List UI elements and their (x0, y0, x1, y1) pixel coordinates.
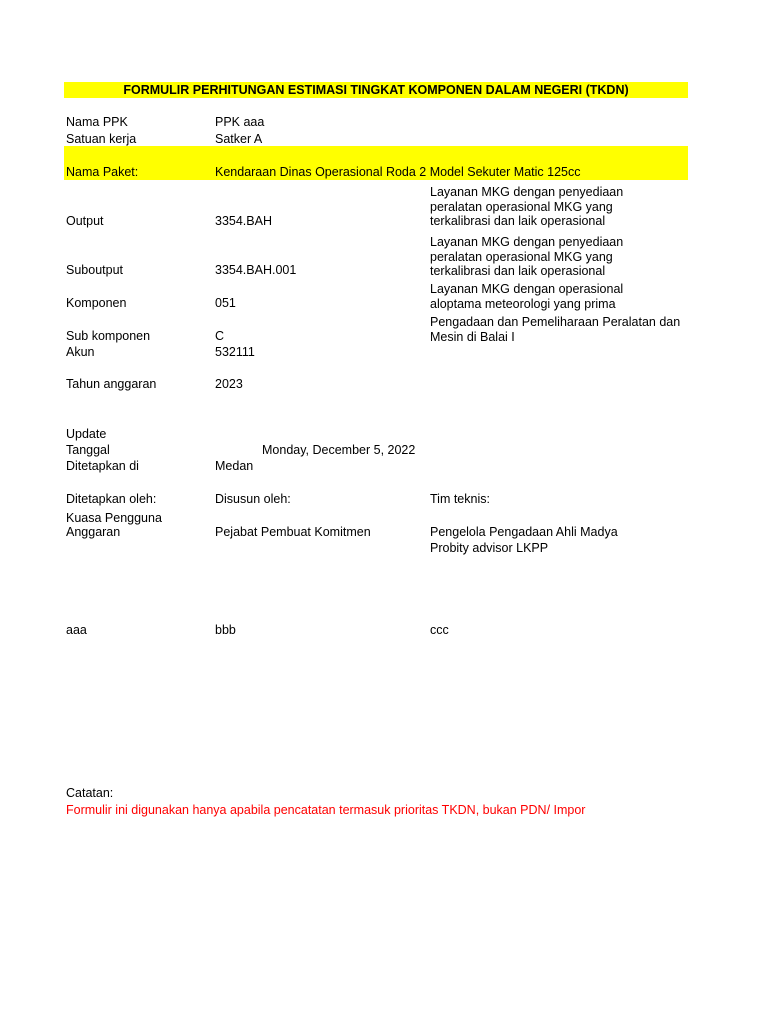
signer-name-col1: aaa (66, 623, 87, 637)
ditetapkan-di-value: Medan (215, 459, 254, 473)
catatan-label: Catatan: (66, 786, 114, 800)
sub-komponen-value: C (215, 329, 225, 343)
output-label: Output (66, 214, 104, 228)
suboutput-desc: Layanan MKG dengan penyediaan peralatan operasional MKG yang terkalibrasi dan laik operasional (430, 235, 624, 278)
disusun-oleh-header: Disusun oleh: (215, 492, 291, 506)
tahun-anggaran-label: Tahun anggaran (66, 377, 157, 391)
kuasa-pengguna-role-line2: Anggaran (66, 525, 121, 539)
akun-value: 532111 (215, 345, 255, 359)
nama-paket-value: Kendaraan Dinas Operasional Roda 2 Model Sekuter Matic 125cc (215, 165, 581, 179)
update-label: Update (66, 427, 107, 441)
komponen-value: 051 (215, 296, 236, 310)
tim-teknis-role-line2: Probity advisor LKPP (430, 541, 549, 555)
tahun-anggaran-value: 2023 (215, 377, 243, 391)
satuan-kerja-value: Satker A (215, 132, 263, 146)
suboutput-label: Suboutput (66, 263, 123, 277)
komponen-desc: Layanan MKG dengan operasional aloptama meteorologi yang prima (430, 282, 624, 311)
form-title: FORMULIR PERHITUNGAN ESTIMASI TINGKAT KOMPONEN DALAM NEGERI (TKDN) (64, 82, 688, 98)
nama-ppk-value: PPK aaa (215, 115, 265, 129)
signer-name-col3: ccc (430, 623, 449, 637)
akun-label: Akun (66, 345, 95, 359)
nama-ppk-label: Nama PPK (66, 115, 128, 129)
catatan-text: Formulir ini digunakan hanya apabila pencatatan termasuk prioritas TKDN, bukan PDN/ Impor (66, 803, 586, 817)
pejabat-pembuat-role: Pejabat Pembuat Komitmen (215, 525, 371, 539)
komponen-label: Komponen (66, 296, 127, 310)
nama-paket-label: Nama Paket: (66, 165, 139, 179)
sub-komponen-desc: Pengadaan dan Pemeliharaan Peralatan dan Mesin di Balai I (430, 315, 681, 344)
signer-name-col2: bbb (215, 623, 236, 637)
output-desc: Layanan MKG dengan penyediaan peralatan operasional MKG yang terkalibrasi dan laik operasional (430, 185, 624, 228)
satuan-kerja-label: Satuan kerja (66, 132, 137, 146)
tanggal-value: Monday, December 5, 2022 (262, 443, 416, 457)
kuasa-pengguna-role-line1: Kuasa Pengguna (66, 511, 162, 525)
tim-teknis-role-line1: Pengelola Pengadaan Ahli Madya (430, 525, 618, 539)
output-value: 3354.BAH (215, 214, 272, 228)
suboutput-value: 3354.BAH.001 (215, 263, 297, 277)
sub-komponen-label: Sub komponen (66, 329, 151, 343)
tim-teknis-header: Tim teknis: (430, 492, 490, 506)
tanggal-label: Tanggal (66, 443, 110, 457)
ditetapkan-oleh-header: Ditetapkan oleh: (66, 492, 157, 506)
ditetapkan-di-label: Ditetapkan di (66, 459, 139, 473)
